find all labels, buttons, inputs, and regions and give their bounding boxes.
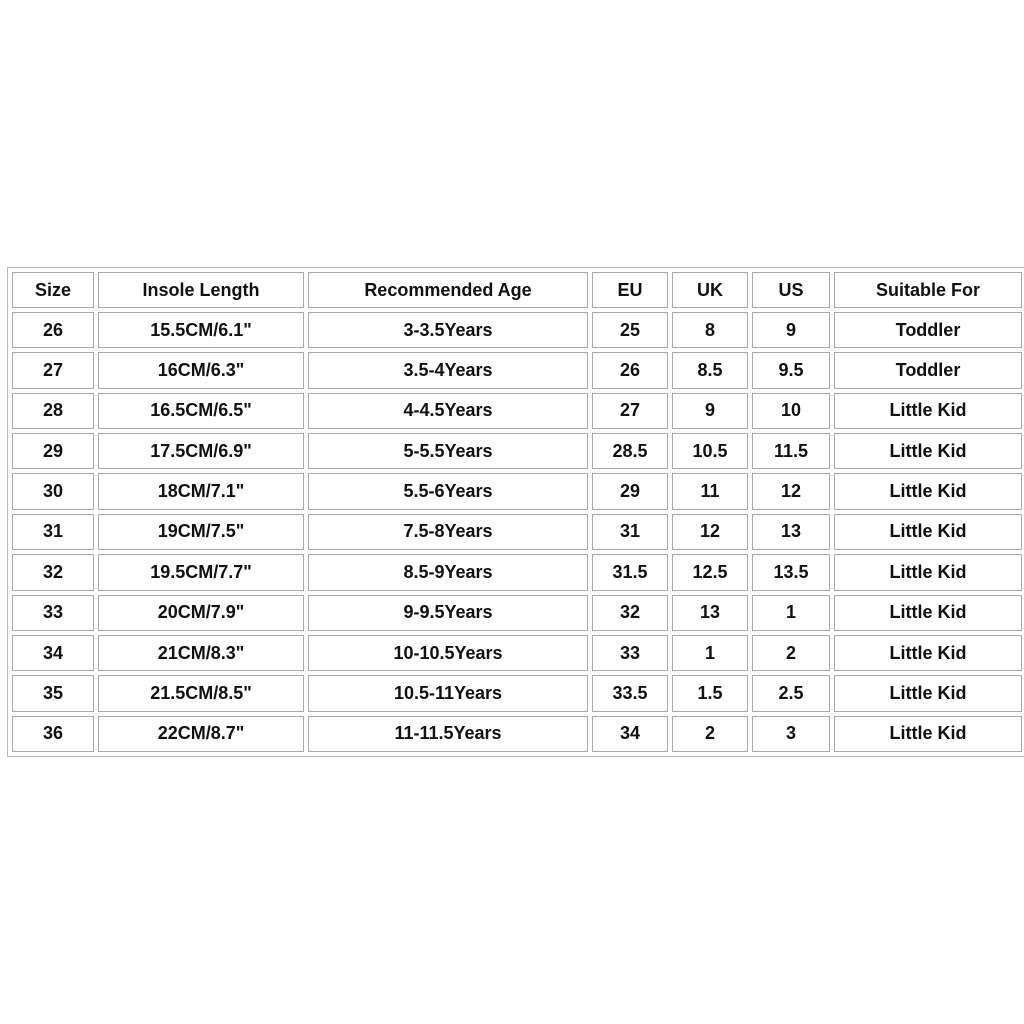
- table-row: [12, 514, 1022, 550]
- table-row: [12, 312, 1022, 348]
- cell-us: 2.5: [752, 675, 830, 711]
- cell-uk: 1: [672, 635, 748, 671]
- header-eu: EU: [592, 272, 668, 308]
- cell-eu: 33.5: [592, 675, 668, 711]
- cell-eu: 26: [592, 352, 668, 388]
- cell-eu: 27: [592, 393, 668, 429]
- cell-insole-length: 21CM/8.3": [98, 635, 304, 671]
- cell-eu: 28.5: [592, 433, 668, 469]
- cell-recommended-age: 10.5-11Years: [308, 675, 588, 711]
- cell-us: 1: [752, 595, 830, 631]
- header-insole-length: Insole Length: [98, 272, 304, 308]
- cell-suitable-for: Little Kid: [834, 635, 1022, 671]
- cell-us: 10: [752, 393, 830, 429]
- cell-insole-length: 16.5CM/6.5": [98, 393, 304, 429]
- table-row: [12, 635, 1022, 671]
- table-row: [12, 473, 1022, 509]
- cell-insole-length: 19.5CM/7.7": [98, 554, 304, 590]
- cell-us: 13.5: [752, 554, 830, 590]
- cell-suitable-for: Little Kid: [834, 554, 1022, 590]
- cell-suitable-for: Little Kid: [834, 473, 1022, 509]
- cell-suitable-for: Toddler: [834, 352, 1022, 388]
- cell-size: 32: [12, 554, 94, 590]
- cell-uk: 13: [672, 595, 748, 631]
- cell-size: 29: [12, 433, 94, 469]
- cell-suitable-for: Little Kid: [834, 514, 1022, 550]
- cell-size: 36: [12, 716, 94, 752]
- cell-insole-length: 15.5CM/6.1": [98, 312, 304, 348]
- cell-uk: 12.5: [672, 554, 748, 590]
- cell-size: 27: [12, 352, 94, 388]
- cell-recommended-age: 11-11.5Years: [308, 716, 588, 752]
- cell-us: 3: [752, 716, 830, 752]
- cell-size: 31: [12, 514, 94, 550]
- cell-insole-length: 18CM/7.1": [98, 473, 304, 509]
- cell-eu: 33: [592, 635, 668, 671]
- cell-size: 26: [12, 312, 94, 348]
- cell-uk: 1.5: [672, 675, 748, 711]
- table-row: [12, 716, 1022, 752]
- cell-eu: 34: [592, 716, 668, 752]
- cell-recommended-age: 7.5-8Years: [308, 514, 588, 550]
- table-body: [12, 312, 1022, 752]
- cell-recommended-age: 3.5-4Years: [308, 352, 588, 388]
- cell-recommended-age: 8.5-9Years: [308, 554, 588, 590]
- cell-recommended-age: 10-10.5Years: [308, 635, 588, 671]
- header-us: US: [752, 272, 830, 308]
- header-suitable-for: Suitable For: [834, 272, 1022, 308]
- cell-insole-length: 21.5CM/8.5": [98, 675, 304, 711]
- cell-us: 9.5: [752, 352, 830, 388]
- cell-eu: 31: [592, 514, 668, 550]
- cell-us: 9: [752, 312, 830, 348]
- cell-suitable-for: Little Kid: [834, 393, 1022, 429]
- cell-recommended-age: 5-5.5Years: [308, 433, 588, 469]
- cell-uk: 2: [672, 716, 748, 752]
- cell-suitable-for: Little Kid: [834, 716, 1022, 752]
- cell-uk: 12: [672, 514, 748, 550]
- cell-us: 2: [752, 635, 830, 671]
- cell-insole-length: 19CM/7.5": [98, 514, 304, 550]
- header-recommended-age: Recommended Age: [308, 272, 588, 308]
- cell-us: 12: [752, 473, 830, 509]
- header-size: Size: [12, 272, 94, 308]
- cell-size: 30: [12, 473, 94, 509]
- table-row: [12, 595, 1022, 631]
- cell-eu: 25: [592, 312, 668, 348]
- table-header-row: [12, 272, 1022, 308]
- cell-size: 33: [12, 595, 94, 631]
- cell-recommended-age: 5.5-6Years: [308, 473, 588, 509]
- table-row: [12, 675, 1022, 711]
- cell-insole-length: 16CM/6.3": [98, 352, 304, 388]
- cell-suitable-for: Little Kid: [834, 675, 1022, 711]
- cell-suitable-for: Little Kid: [834, 595, 1022, 631]
- cell-insole-length: 22CM/8.7": [98, 716, 304, 752]
- cell-uk: 9: [672, 393, 748, 429]
- cell-size: 35: [12, 675, 94, 711]
- cell-uk: 8.5: [672, 352, 748, 388]
- cell-eu: 31.5: [592, 554, 668, 590]
- header-uk: UK: [672, 272, 748, 308]
- table-row: [12, 393, 1022, 429]
- cell-size: 28: [12, 393, 94, 429]
- cell-recommended-age: 4-4.5Years: [308, 393, 588, 429]
- cell-insole-length: 20CM/7.9": [98, 595, 304, 631]
- cell-uk: 11: [672, 473, 748, 509]
- size-chart-table: [7, 267, 1024, 757]
- cell-eu: 32: [592, 595, 668, 631]
- cell-size: 34: [12, 635, 94, 671]
- cell-us: 11.5: [752, 433, 830, 469]
- cell-recommended-age: 3-3.5Years: [308, 312, 588, 348]
- cell-suitable-for: Little Kid: [834, 433, 1022, 469]
- table-row: [12, 554, 1022, 590]
- cell-uk: 8: [672, 312, 748, 348]
- cell-recommended-age: 9-9.5Years: [308, 595, 588, 631]
- cell-insole-length: 17.5CM/6.9": [98, 433, 304, 469]
- cell-uk: 10.5: [672, 433, 748, 469]
- cell-us: 13: [752, 514, 830, 550]
- cell-eu: 29: [592, 473, 668, 509]
- table-row: [12, 433, 1022, 469]
- cell-suitable-for: Toddler: [834, 312, 1022, 348]
- table-row: [12, 352, 1022, 388]
